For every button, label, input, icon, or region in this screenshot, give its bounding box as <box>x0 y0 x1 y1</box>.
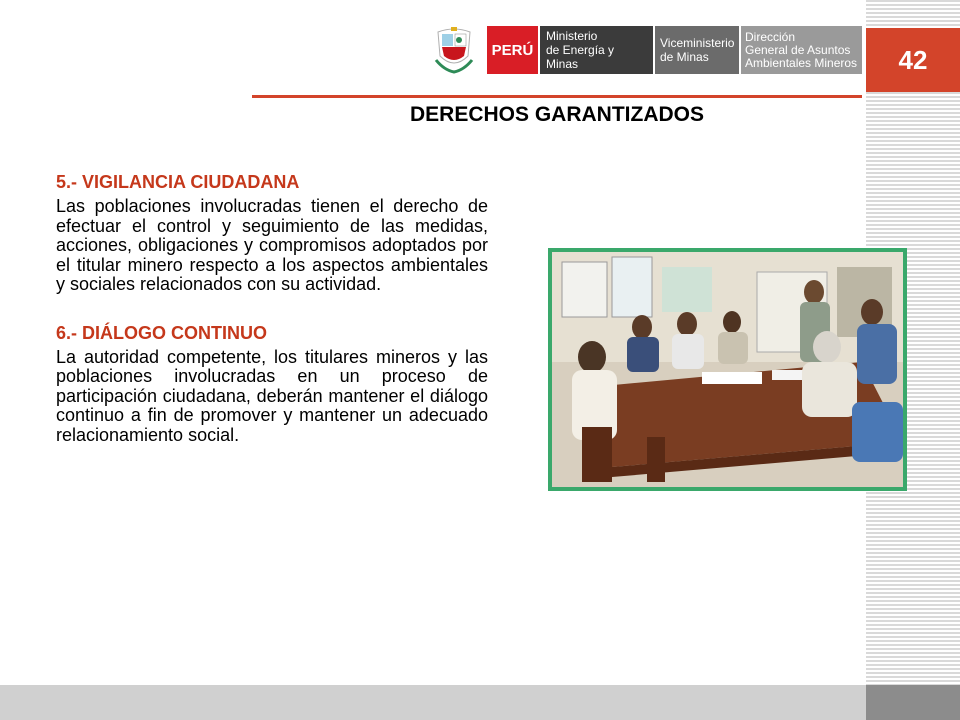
section-heading: 5.- VIGILANCIA CIUDADANA <box>56 172 300 192</box>
meeting-photo <box>548 248 907 491</box>
footer-corner <box>866 685 960 720</box>
viceministry-label <box>655 26 739 74</box>
header-divider <box>252 95 862 98</box>
direction-line-1: Dirección <box>745 29 796 44</box>
vice-line-2: de Minas <box>660 50 709 64</box>
section-dialogo <box>56 323 488 446</box>
vice-line-1: Viceministerio <box>660 36 735 50</box>
direction-line-2: General de Asuntos <box>745 42 851 57</box>
ministry-line-1: Ministerio <box>546 29 598 43</box>
slide-title: DERECHOS GARANTIZADOS <box>409 103 704 126</box>
direction-line-3: Ambientales Mineros <box>745 55 858 70</box>
peru-coat-of-arms-icon <box>432 26 476 74</box>
section-vigilancia <box>56 172 488 295</box>
ministry-label <box>540 26 653 74</box>
ministry-line-2: de Energía y Minas <box>546 43 615 71</box>
page-number-badge: 42 <box>866 28 960 92</box>
footer-bar <box>0 685 866 720</box>
section-body: Las poblaciones involucradas tienen el derecho de efectuar el control y seguimiento de las medidas, acciones, obligaciones y compromisos adoptados por el titular minero respecto a los aspectos ambientales y sociales relacionados con su actividad. <box>56 196 488 294</box>
content-column <box>56 172 488 445</box>
direction-label <box>741 26 862 74</box>
section-heading: 6.- DIÁLOGO CONTINUO <box>56 322 267 343</box>
peru-brand-label: PERÚ <box>487 26 538 74</box>
section-body: La autoridad competente, los titulares mineros y las poblaciones involucradas en un proceso de participación ciudadana, deberán mantener el diálogo continuo a fin de promover y mantener un adecuado relacionamiento social. <box>56 346 488 445</box>
